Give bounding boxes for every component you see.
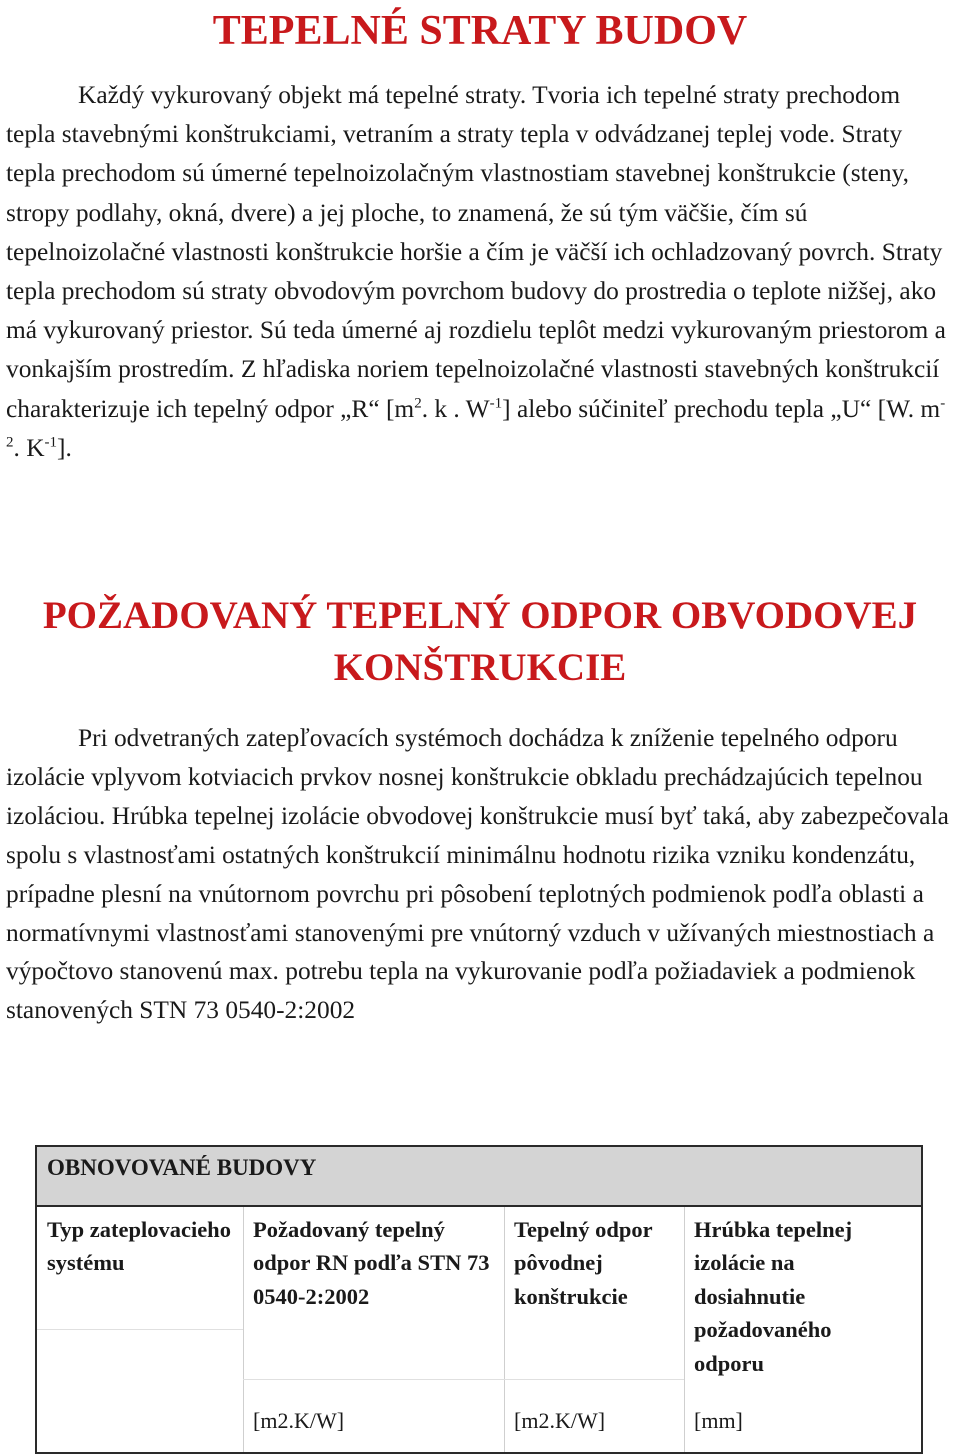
superscript: -2 xyxy=(6,395,946,451)
table-column-insulation-thickness xyxy=(684,1207,921,1452)
superscript: -1 xyxy=(489,395,503,412)
column-divider xyxy=(504,1207,505,1452)
section-title-heat-losses: TEPELNÉ STRATY BUDOV xyxy=(212,8,748,54)
section-title-required-resistance: POŽADOVANÝ TEPELNÝ ODPOR OBVODOVEJ KONŠTRUKCIE xyxy=(42,594,918,689)
column-header: Tepelný odpor pôvodnej konštrukcie xyxy=(514,1217,653,1309)
table-caption-row xyxy=(37,1147,921,1207)
column-header: Typ zateplovacieho systému xyxy=(47,1217,231,1276)
renovated-buildings-table xyxy=(35,1145,923,1454)
table-column-original-resistance xyxy=(504,1207,684,1452)
paragraph-text: . K xyxy=(13,433,45,462)
row-divider xyxy=(37,1329,243,1330)
paragraph-text: . k . W xyxy=(421,394,490,423)
table-column-required-resistance xyxy=(243,1207,504,1452)
column-unit: [m2.K/W] xyxy=(514,1408,606,1433)
paragraph-heat-losses xyxy=(6,76,954,468)
superscript: -1 xyxy=(44,434,58,451)
column-divider xyxy=(684,1207,685,1452)
table-caption: OBNOVOVANÉ BUDOVY xyxy=(47,1155,317,1180)
column-unit: [mm] xyxy=(694,1408,743,1433)
paragraph-text: Pri odvetraných zatepľovacích systémoch dochádza k zníženie tepelného odporu izolácie vplyvom kotviacich prvkov nosnej konštrukcie obkladu prechádzajúcich tepelnou izoláciou. Hrúbka tepelnej izolácie obvodovej konštrukcie musí byť taká, aby zabezpečovala spolu s vlastnosťami ostatných konštrukcií minimálnu hodnotu rizika vzniku kondenzátu, prípadne plesní na vnútornom povrchu pri pôsobení teplotných podmienok podľa oblasti a normatívnymi vlastnosťami stanovenými pre vnútorný vzduch v užívaných miestnostiach a výpočtovo stanovenú max. potrebu tepla na vykurovanie podľa požiadaviek a podmienok stanovených STN 73 0540-2:2002 xyxy=(6,724,949,1025)
paragraph-required-resistance xyxy=(6,719,954,1030)
column-header: Hrúbka tepelnej izolácie na dosiahnutie požadovaného odporu xyxy=(694,1217,853,1376)
paragraph-text: ]. xyxy=(57,433,72,462)
row-divider xyxy=(243,1379,684,1380)
column-divider xyxy=(243,1207,244,1452)
superscript: 2 xyxy=(414,395,422,412)
paragraph-text: Každý vykurovaný objekt má tepelné straty. Tvoria ich tepelné straty prechodom tepla stavebnými konštrukciami, vetraním a straty tepla v odvádzanej teplej vode. Straty tepla prechodom sú úmerné tepelnoizolačným vlastnostiam stavebnej konštrukcie (steny, stropy podlahy, okná, dvere) a jej ploche, to znamená, že sú tým väčšie, čím sú tepelnoizolačné vlastnosti konštrukcie horšie a čím je väčší ich ochladzovaný povrch. Straty tepla prechodom sú straty obvodovým povrchom budovy do prostredia o teplote nižšej, ako má vykurovaný priestor. Sú teda úmerné aj rozdielu teplôt medzi vykurovaným priestorom a vonkajším prostredím. Z hľadiska noriem tepelnoizolačné vlastnosti stavebných konštrukcií charakterizuje ich tepelný odpor „R“ [m xyxy=(6,81,946,423)
column-unit: [m2.K/W] xyxy=(253,1408,345,1433)
paragraph-text: ] alebo súčiniteľ prechodu tepla „U“ [W. m xyxy=(502,394,941,423)
column-header: Požadovaný tepelný odpor RN podľa STN 73 0540-2:2002 xyxy=(253,1217,490,1309)
